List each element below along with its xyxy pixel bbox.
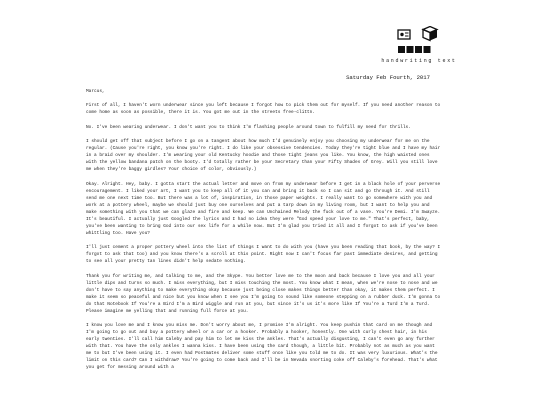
letter-salutation: Marcus, [86,89,105,94]
letter-paragraph-2: No. I've been wearing underwear. I don't want you to think I'm flashing people around town to fulfill my need for thrills. [86,124,411,130]
letter-paragraph-3: I should get off that subject before I go on a tangent about how much I'd genuinely enjoy you choosing my underwear for me on the regular. (Cause you're right, you know you're right. I do like your obsessive tendencies. Today they're tight blue and I have my hair in a braid over my shoulder. I'm wearing your old Kentucky hoodie and those tight jeans you like. You know, the high waisted ones with the yellow bandana patch on the booty. I'd totally rather be your Secretary than your Fifty Shades of Grey. Will you still love me when they're baggy girdles? Your choice of color, obviously.) [86,139,441,172]
letter-paragraph-1: First of all, I haven't worn underwear since you left because I forgot how to pick them out for myself. If you need another reason to come home as soon as possible, there it is. You got me out in the streets free-clittn. [86,103,441,115]
letter-paragraph-7: I know you love me and I know you miss me. Don't worry about me, I promise I'm alright. You keep pushin that card on me though and I'm going to go out and buy a pottery wheel or a car or a hooker. Probably a hooker, honestly. One with curly chest hair, in his early twenties. I'll call him Caleby and pay him to let me kiss the ankles. That's actually disgusting, I can't even go any further with that. You have the only ankles I wanna kiss. I have been using the card though, a little bit. Probably not as much as you want me to but I've been using it. I even had Postmates deliver some stuff once like you told me to do. It was very luxurious. What's the limit on this card? Can I withdraw? You're going to come back and I'll be in Nevada snorting coke off Caleby's forehead. That's what you get for messing around with a [86,323,438,370]
letter-paragraph-5: I'll just cement a proper pottery wheel into the list of things I want to do with you (have you been reading that book, by the way? I forgot to ask that too) and you know there's a scroll at this point. Right now I can't focus far past immediate desires, and getting to see all your pretty tan lines didn't help sedate nothing. [86,245,441,264]
letter-paragraph-4: Okay. Alright. Hey, baby. I gotta start the actual letter and move on from my underwear before I get in a black hole of your perverse encouragement. I liked your art, I want you to keep all of it you can and bring it back so I can sit and go through it. And still send me one next time too. But there was a lot of, inspiration, in those paper weights. I really want to go somewhere with you and work at a pottery wheel, maybe we should just buy one ourselves and put a tarp down in my living room, but I want to help you and make something with you that we can glaze and fire and keep. We can Unchained Melody the fuck out of a vase. You're Demi. I'm Swayze. It's beautiful. I actually just Googled the lyrics and I had no idea they were "God speed your love to me." That's perfect, baby, you've been wanting to bring God into our sex life for a while now. But I'm glad you tried it all and I forgot to ask if you've been whittling too. Have you? [86,181,441,236]
brand-tagline: handwriting text [381,58,457,64]
letter-body [86,88,442,371]
letter-date: Saturday Feb Fourth, 2017 [346,74,430,81]
letter-paragraph-6: Thank you for writing me, and talking to me, and the Skype. You better love me to the moon and back because I love you and all your little dips and turns so much. I miss everything, but I miss touching the most. You know what I mean, when we're nose to nose and we don't have to say anything to make everything okay because just being close makes things better than okay, it makes them perfect. I make it seem so peaceful and nice but you know when I see you I'm going to sound like someone stepping on a rubber duck. I'm gonna to do that Notebook If You're a Bird I'm a Bird wiggle and run at you, but since it's us it's more like If You're a Turd I'm a Turd. Please imagine me yelling that and running full force at you. [86,273,441,314]
